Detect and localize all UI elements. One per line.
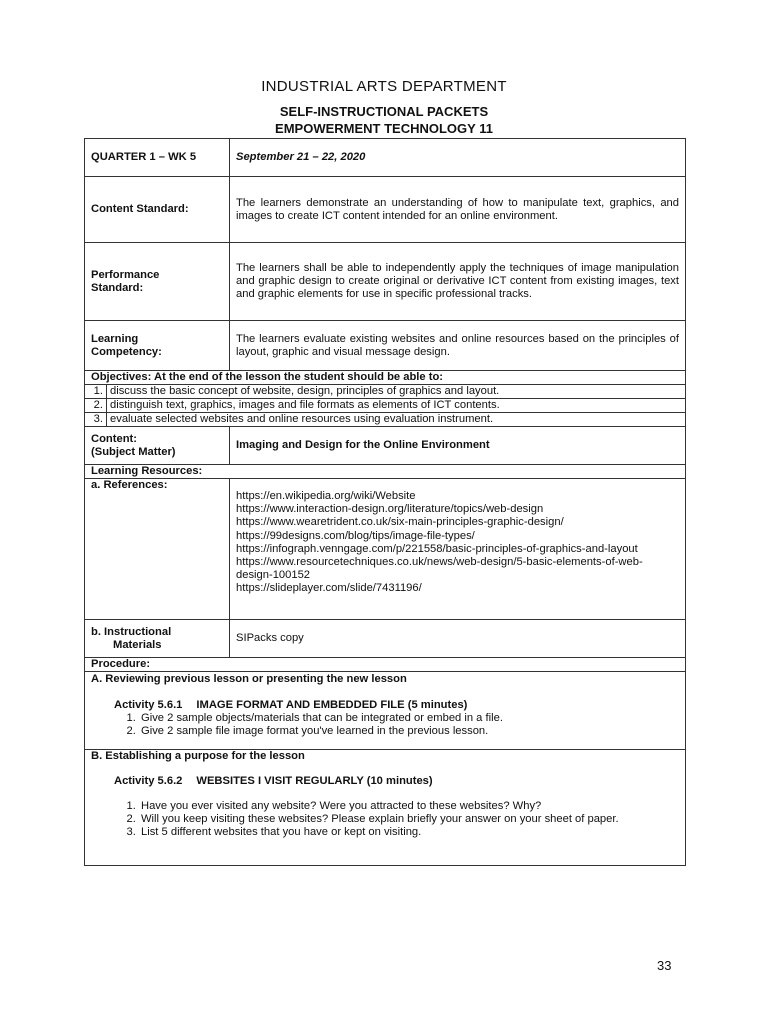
subject-title: EMPOWERMENT TECHNOLOGY 11 bbox=[275, 121, 493, 136]
competency-label-line2: Competency: bbox=[91, 345, 162, 358]
section-b-row bbox=[85, 750, 686, 866]
quarter-date: September 21 – 22, 2020 bbox=[230, 139, 686, 177]
objective-number: 3. bbox=[85, 413, 107, 427]
competency-row bbox=[85, 321, 686, 371]
references-label: a. References: bbox=[85, 479, 230, 620]
objective-text: evaluate selected websites and online resources using evaluation instrument. bbox=[107, 413, 686, 427]
content-label-line2: (Subject Matter) bbox=[91, 445, 176, 458]
procedure-row bbox=[85, 658, 686, 672]
instructional-label-line2: Materials bbox=[113, 638, 162, 651]
department-title: INDUSTRIAL ARTS DEPARTMENT bbox=[261, 78, 507, 95]
objective-row bbox=[85, 399, 686, 413]
procedure-heading: Procedure: bbox=[85, 658, 686, 672]
section-a bbox=[85, 672, 686, 750]
objective-number: 2. bbox=[85, 399, 107, 413]
reference-link[interactable]: https://99designs.com/blog/tips/image-file-types/ bbox=[236, 529, 475, 542]
competency-value: The learners evaluate existing websites and online resources based on the principles of layout, graphic and visual message design. bbox=[230, 321, 686, 371]
list-item: 2. Give 2 sample file image format you've learned in the previous lesson. bbox=[139, 725, 679, 738]
reference-link[interactable]: https://www.interaction-design.org/literature/topics/web-design bbox=[236, 503, 544, 516]
objective-text: distinguish text, graphics, images and file formats as elements of ICT contents. bbox=[107, 399, 686, 413]
instructional-materials-label bbox=[85, 620, 230, 658]
activity-a-title bbox=[114, 699, 679, 712]
section-b-title: B. Establishing a purpose for the lesson bbox=[91, 750, 305, 762]
objective-text: discuss the basic concept of website, design, principles of graphics and layout. bbox=[107, 385, 686, 399]
quarter-row bbox=[85, 139, 686, 177]
content-standard-label: Content Standard: bbox=[85, 177, 230, 243]
competency-label-line1: Learning bbox=[91, 332, 139, 345]
content-label-line1: Content: bbox=[91, 432, 137, 445]
list-item: 1. Have you ever visited any website? Were you attracted to these websites? Why? bbox=[139, 800, 661, 813]
quarter-label: QUARTER 1 – WK 5 bbox=[85, 139, 230, 177]
activity-b-list bbox=[91, 800, 679, 839]
content-standard-value: The learners demonstrate an understanding of how to manipulate text, graphics, and images to create ICT content intended for an online environment. bbox=[230, 177, 686, 243]
activity-a-list bbox=[91, 712, 679, 738]
section-a-title: A. Reviewing previous lesson or presenting the new lesson bbox=[91, 673, 407, 685]
reference-link[interactable]: https://en.wikipedia.org/wiki/Website bbox=[236, 490, 416, 502]
objective-number: 1. bbox=[85, 385, 107, 399]
objectives-heading-row bbox=[85, 371, 686, 385]
performance-standard-label bbox=[85, 243, 230, 321]
activity-b-number: Activity 5.6.2 bbox=[114, 775, 183, 787]
content-row bbox=[85, 427, 686, 465]
reference-link[interactable]: https://www.wearetrident.co.uk/six-main-principles-graphic-design/ bbox=[236, 516, 564, 529]
reference-link[interactable]: https://www.resourcetechniques.co.uk/news/web-design/5-basic-elements-of-web-design-100152 bbox=[236, 556, 643, 582]
performance-standard-value: The learners shall be able to independently apply the techniques of image manipulation and graphic design to create original or derivative ICT content from existing images, text and graphic elements for use in specific professional tracks. bbox=[230, 243, 686, 321]
objective-row bbox=[85, 385, 686, 399]
activity-b-heading: WEBSITES I VISIT REGULARLY (10 minutes) bbox=[196, 775, 433, 787]
list-item: 1. Give 2 sample objects/materials that can be integrated or embed in a file. bbox=[139, 712, 679, 725]
content-value: Imaging and Design for the Online Environment bbox=[230, 427, 686, 465]
packet-title: SELF-INSTRUCTIONAL PACKETS bbox=[279, 104, 489, 119]
objectives-heading: Objectives: At the end of the lesson the student should be able to: bbox=[85, 371, 686, 385]
content-standard-row bbox=[85, 177, 686, 243]
activity-b-title bbox=[114, 775, 679, 788]
list-item: 3. List 5 different websites that you have or kept on visiting. bbox=[139, 826, 661, 839]
references-list bbox=[230, 479, 686, 620]
references-row bbox=[85, 479, 686, 620]
learning-resources-row bbox=[85, 465, 686, 479]
section-b bbox=[85, 750, 686, 866]
reference-link[interactable]: https://slideplayer.com/slide/7431196/ bbox=[236, 582, 422, 595]
content-label bbox=[85, 427, 230, 465]
performance-label-line1: Performance bbox=[91, 268, 160, 281]
instructional-materials-row bbox=[85, 620, 686, 658]
competency-label bbox=[85, 321, 230, 371]
page-number: 33 bbox=[657, 958, 672, 973]
learning-resources-heading: Learning Resources: bbox=[85, 465, 686, 479]
activity-a-number: Activity 5.6.1 bbox=[114, 699, 183, 711]
performance-label-line2: Standard: bbox=[91, 281, 144, 294]
performance-standard-row bbox=[85, 243, 686, 321]
instructional-materials-value: SIPacks copy bbox=[230, 620, 686, 658]
activity-a-heading: IMAGE FORMAT AND EMBEDDED FILE (5 minutes) bbox=[196, 699, 468, 711]
lesson-plan-table bbox=[84, 138, 686, 866]
instructional-label-line1: b. Instructional bbox=[91, 625, 172, 638]
objective-row bbox=[85, 413, 686, 427]
list-item: 2. Will you keep visiting these websites? Please explain briefly your answer on your sheet of paper. bbox=[139, 813, 661, 826]
reference-link[interactable]: https://infograph.venngage.com/p/221558/basic-principles-of-graphics-and-layout bbox=[236, 542, 638, 555]
section-a-row bbox=[85, 672, 686, 750]
